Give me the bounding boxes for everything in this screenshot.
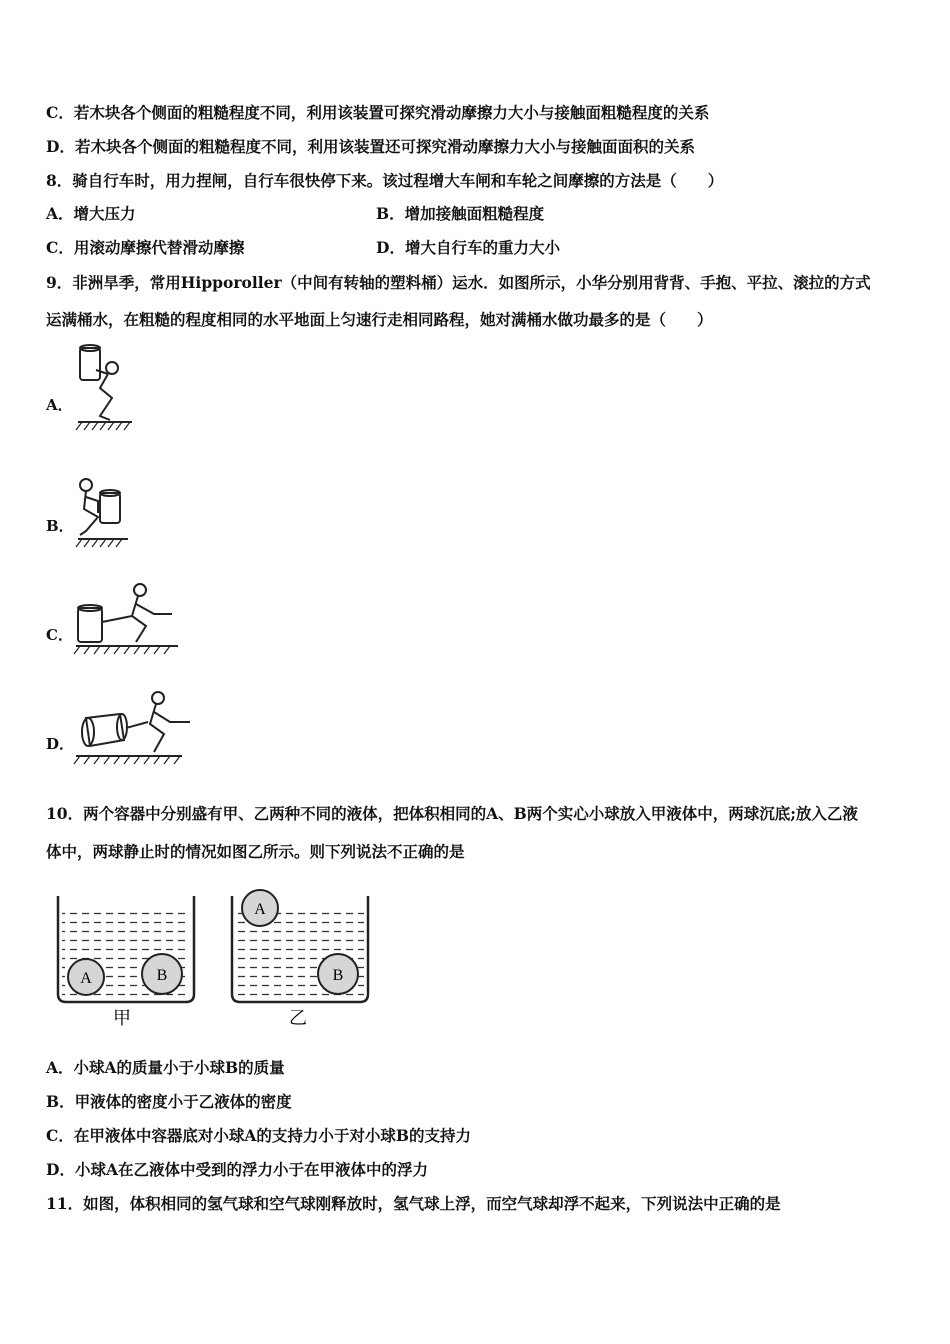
jia-caption: 甲: [113, 1008, 131, 1029]
q8-stem: 8．骑自行车时，用力捏闸，自行车很快停下来。该过程增大车闸和车轮之间摩擦的方法是（ ）: [46, 171, 724, 190]
q10-option-d: D．小球A在乙液体中受到的浮力小于在甲液体中的浮力: [46, 1160, 428, 1179]
q10-option-a: A．小球A的质量小于小球B的质量: [46, 1058, 285, 1077]
q9-figure-b-hold: [72, 473, 142, 558]
q9-label-b: B．: [46, 517, 74, 535]
q9-figure-d-roll-pull: [72, 688, 197, 773]
q8-option-d: D．增大自行车的重力大小: [376, 238, 560, 257]
q7-option-d: D．若木块各个侧面的粗糙程度不同，利用该装置还可探究滑动摩擦力大小与接触面面积的关系: [46, 137, 695, 156]
yi-ball-a-label: A: [254, 901, 266, 918]
q9-stem-line1: 9．非洲旱季，常用Hipporoller（中间有转轴的塑料桶）运水．如图所示，小华分别用背背、手抱、平拉、滚拉的方式: [46, 273, 871, 292]
q9-figure-c-flat-pull: [72, 580, 192, 665]
q9-figure-a-back-carry: [72, 340, 142, 435]
jia-ball-b-label: B: [156, 967, 168, 984]
q9-label-a: A．: [46, 396, 73, 414]
q10-containers-figure: [46, 882, 386, 1032]
q9-label-d: D．: [46, 735, 75, 753]
q7-option-c: C．若木块各个侧面的粗糙程度不同，利用该装置可探究滑动摩擦力大小与接触面粗糙程度的关系: [46, 103, 710, 122]
q10-stem-line2: 体中，两球静止时的情况如图乙所示。则下列说法不正确的是: [46, 842, 465, 861]
q10-option-b: B．甲液体的密度小于乙液体的密度: [46, 1092, 292, 1111]
q8-option-a: A．增大压力: [46, 204, 136, 223]
q9-stem-line2: 运满桶水，在粗糙的程度相同的水平地面上匀速行走相同路程，她对满桶水做功最多的是（ ）: [46, 310, 713, 329]
q10-option-c: C．在甲液体中容器底对小球A的支持力小于对小球B的支持力: [46, 1126, 471, 1145]
yi-caption: 乙: [289, 1008, 307, 1029]
q8-option-b: B．增加接触面粗糙程度: [376, 204, 545, 223]
q9-label-c: C．: [46, 626, 73, 644]
yi-ball-b-label: B: [332, 967, 344, 984]
jia-ball-a-label: A: [80, 970, 92, 987]
q10-stem-line1: 10．两个容器中分别盛有甲、乙两种不同的液体，把体积相同的A、B两个实心小球放入甲液体中，两球沉底;放入乙液: [46, 804, 858, 823]
q8-option-c: C．用滚动摩擦代替滑动摩擦: [46, 238, 245, 257]
container-yi: [232, 890, 368, 1029]
container-jia: [58, 896, 194, 1029]
q11-stem: 11．如图，体积相同的氢气球和空气球刚释放时，氢气球上浮，而空气球却浮不起来，下列说法中正确的是: [46, 1194, 781, 1213]
